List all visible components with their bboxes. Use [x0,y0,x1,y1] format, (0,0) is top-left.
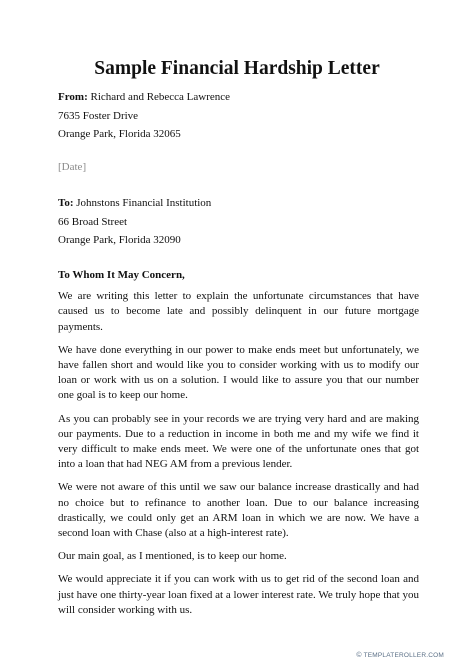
greeting: To Whom It May Concern, [58,269,185,281]
document-title: Sample Financial Hardship Letter [94,58,380,79]
to-label: To: [58,197,74,209]
recipient-name: Johnstons Financial Institution [76,197,212,209]
sender-city: Orange Park, Florida 32065 [58,128,181,140]
date-text: Date [61,161,83,173]
paragraph: We are writing this letter to explain the unfortunate circumstances that have caused us to become late and possibly delinquent in our future mortgage payments. [58,290,419,333]
recipient-address [58,194,438,250]
recipient-street: 66 Broad Street [58,215,128,228]
sender-address [58,88,438,144]
date-close-bracket: ] [82,161,87,173]
recipient-name-line [58,194,438,213]
footer-watermark [356,652,444,659]
date-open-bracket: [ [58,161,62,173]
sender-street: 7635 Foster Drive [58,109,139,122]
footer-site: TEMPLATEROLLER.COM [363,652,444,659]
paragraph: Our main goal, as I mentioned, is to keep our home. [58,550,287,563]
paragraph: We have done everything in our power to make ends meet but unfortunately, we have fallen short and would like you to consider working with us to modify our loan or work with us on a solution. I would like to assure you that our number one goal is to keep our home. [58,343,419,402]
copyright-icon: © [356,652,362,659]
paragraph: We would appreciate it if you can work with us to get rid of the second loan and just have one thirty-year loan fixed at a lower interest rate. We truly hope that you will consider working with us. [58,573,419,616]
from-label: From: [58,91,88,103]
recipient-city: Orange Park, Florida 32090 [58,234,181,246]
letter-body [58,268,419,626]
sender-name-line [58,88,438,107]
paragraph: We were not aware of this until we saw our balance increase drastically and had no choice but to refinance to another loan. Due to our balance increasing drastically, we could only get an ARM loan in which we are now. We have a second loan with Chase (also at a high-interest rate). [58,481,419,540]
date-placeholder [58,158,438,177]
sender-name: Richard and Rebecca Lawrence [90,91,231,103]
paragraph: As you can probably see in your records we are trying very hard and are making our payments. Due to a reduction in income in both me and my wife we find it very difficult to make ends meet. We were one of the unfortunate ones that got into a loan that had NEG AM from a previous lender. [58,412,419,471]
